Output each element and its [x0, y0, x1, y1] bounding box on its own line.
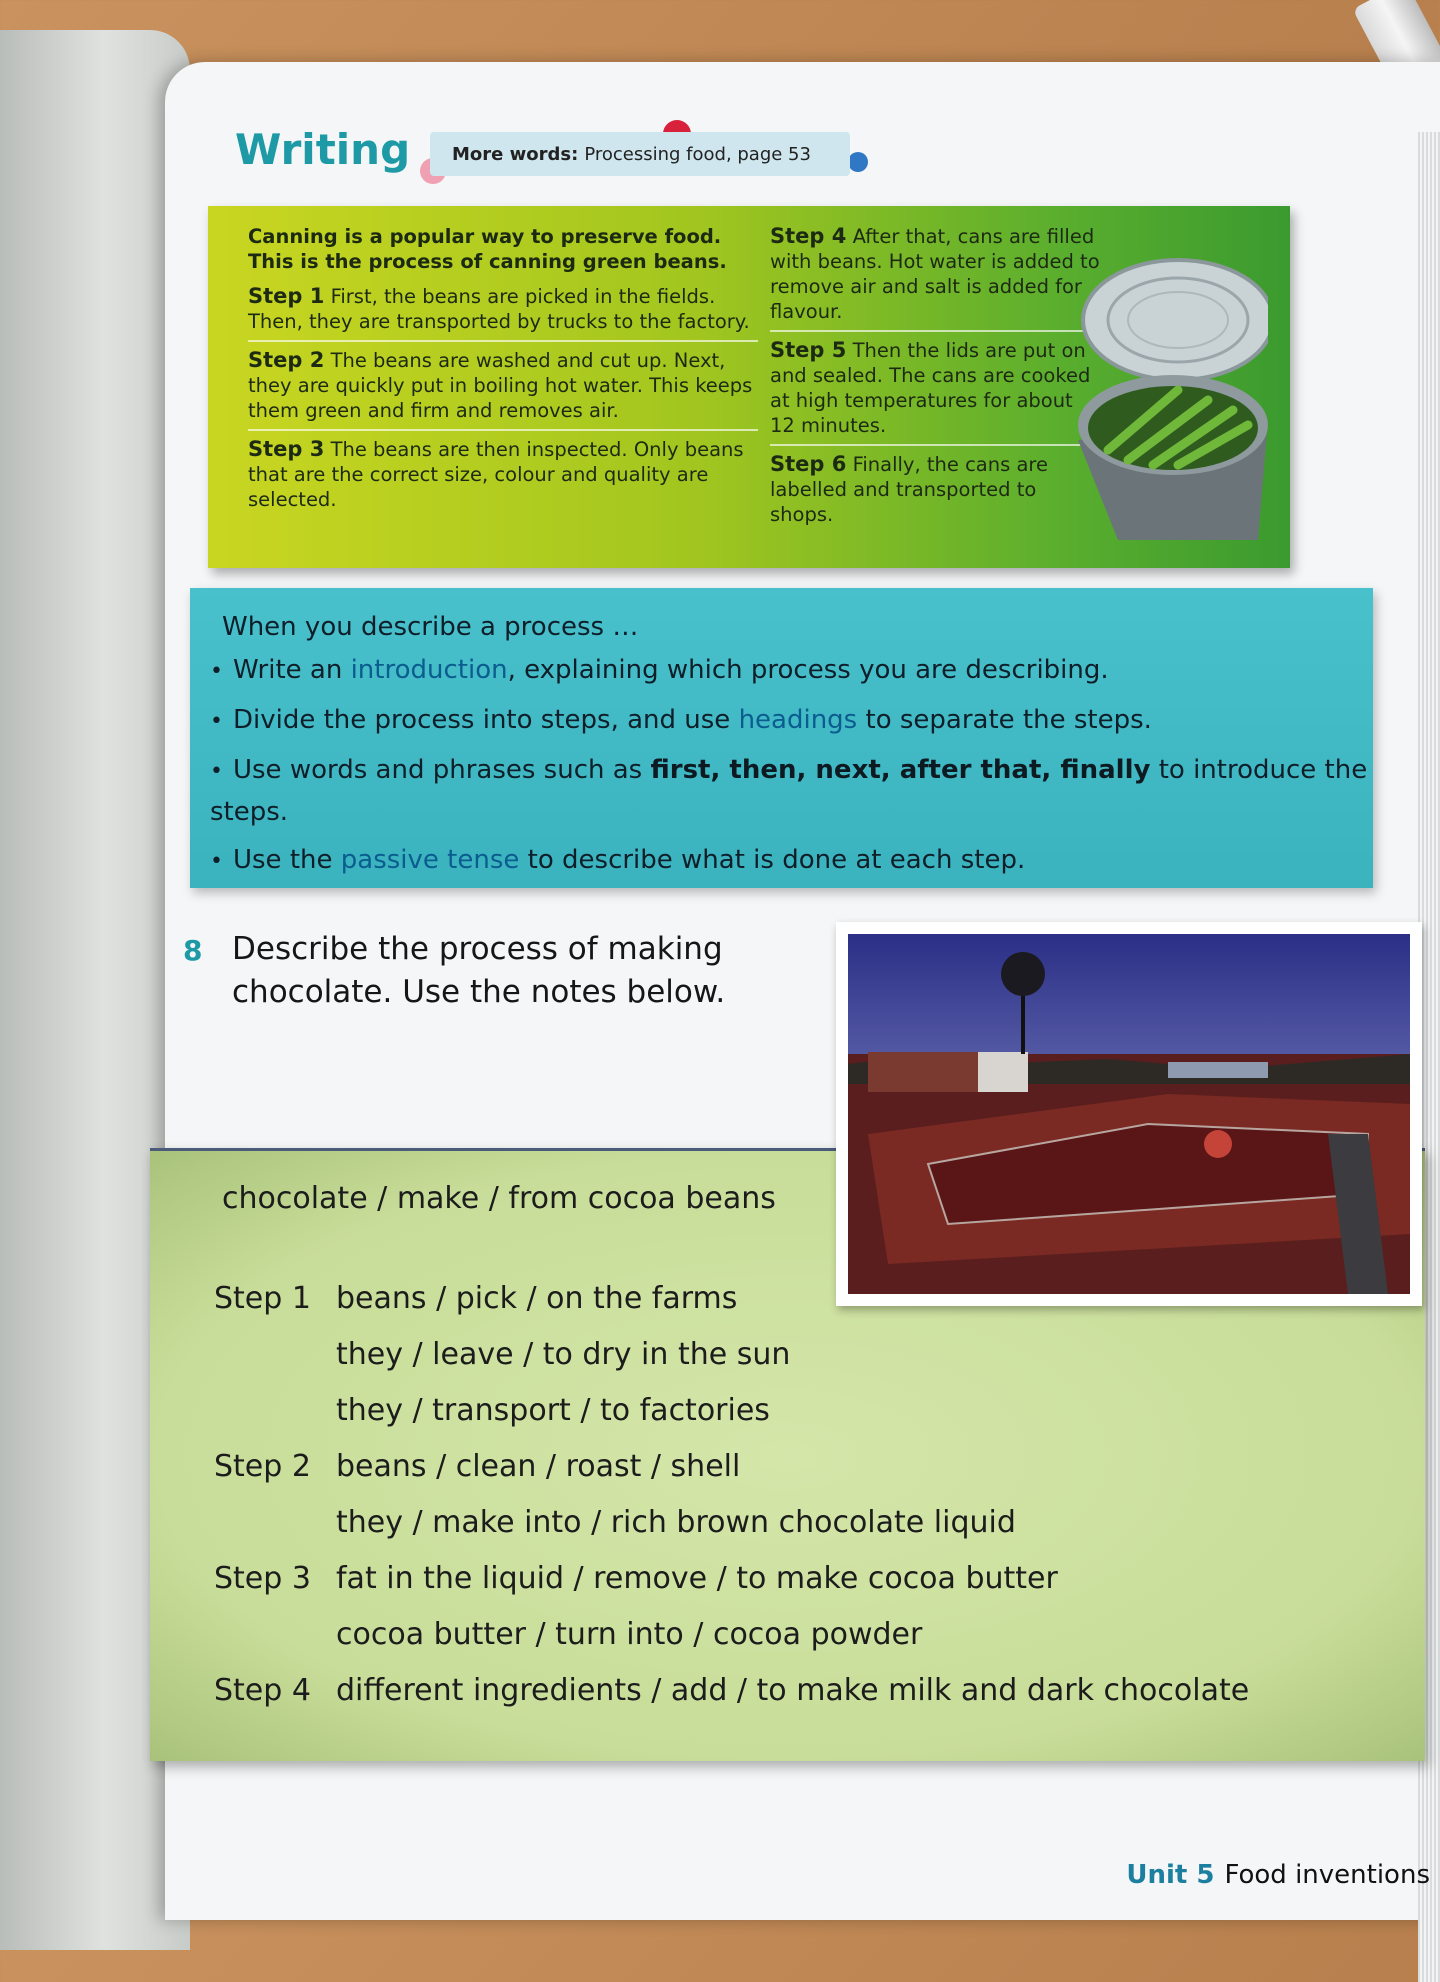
canning-model-text	[208, 206, 1290, 568]
more-words-reference: Processing food, page 53	[584, 143, 811, 165]
step-text: Finally, the cans are labelled and transported to shops.	[770, 453, 1048, 526]
note-text: fat in the liquid / remove / to make cocoa butter	[336, 1561, 1058, 1596]
bullet-icon: •	[210, 709, 223, 734]
unit-number: Unit 5	[1126, 1860, 1215, 1890]
step-text: After that, cans are filled with beans. Hot water is added to remove air and salt is added for flavour.	[770, 225, 1100, 323]
green-beans-can-image	[1058, 250, 1268, 550]
tip-text: to describe what is done at each step.	[519, 845, 1026, 875]
step-label: Step 5	[770, 338, 847, 362]
tip-text: Use the	[232, 845, 341, 875]
canning-right-column	[770, 224, 1100, 539]
note-text: cocoa butter / turn into / cocoa powder	[336, 1617, 923, 1652]
tip-item	[210, 700, 1373, 742]
step-label: Step 6	[770, 452, 847, 476]
more-words-label: More words:	[452, 143, 579, 165]
bullet-icon: •	[210, 659, 223, 684]
exercise-instruction: Describe the process of making chocolate. Use the notes below.	[232, 931, 726, 1010]
tip-item	[210, 650, 1373, 692]
step-label: Step 4	[770, 224, 847, 248]
tip-highlight: introduction	[350, 655, 508, 685]
bullet-icon: •	[210, 849, 223, 874]
note-text: beans / clean / roast / shell	[336, 1449, 741, 1484]
canning-step	[248, 437, 758, 518]
note-step-label: Step 4	[214, 1673, 311, 1708]
step-text: Then the lids are put on and sealed. The cans are cooked at high temperatures for about 12 minutes.	[770, 339, 1091, 437]
canning-step	[248, 348, 758, 431]
canning-step	[770, 338, 1100, 446]
writing-tips-box	[190, 588, 1373, 888]
note-text: they / leave / to dry in the sun	[336, 1337, 791, 1372]
notes-title: chocolate / make / from cocoa beans	[222, 1181, 776, 1216]
tip-text: Divide the process into steps, and use	[232, 705, 739, 735]
note-text: they / make into / rich brown chocolate liquid	[336, 1505, 1016, 1540]
tip-item	[210, 750, 1373, 832]
step-text: The beans are then inspected. Only beans that are the correct size, colour and quality are selected.	[248, 438, 744, 511]
tip-text: Use words and phrases such as	[232, 755, 651, 785]
tip-item	[210, 840, 1373, 882]
unit-title: Food inventions	[1224, 1860, 1430, 1890]
exercise-number: 8	[183, 934, 203, 967]
page-footer	[1126, 1860, 1430, 1890]
note-step-label: Step 3	[214, 1561, 311, 1596]
step-label: Step 1	[248, 284, 325, 308]
tip-text: to separate the steps.	[857, 705, 1152, 735]
step-label: Step 3	[248, 437, 325, 461]
canning-step	[248, 284, 758, 342]
tips-list	[210, 650, 1373, 890]
step-text: First, the beans are picked in the fields. Then, they are transported by trucks to the factory.	[248, 285, 750, 333]
step-text: The beans are washed and cut up. Next, they are quickly put in boiling hot water. This keeps them green and firm and removes air.	[248, 349, 753, 422]
tip-highlight: headings	[738, 705, 858, 735]
tip-text: Write an	[232, 655, 351, 685]
tip-highlight: passive tense	[340, 845, 520, 875]
tip-text: to introduce the steps.	[210, 755, 1368, 827]
note-step-label: Step 2	[214, 1449, 311, 1484]
canning-step	[770, 452, 1100, 533]
tips-heading: When you describe a process …	[222, 612, 639, 642]
note-text: beans / pick / on the farms	[336, 1281, 738, 1316]
tip-bold: first, then, next, after that, finally	[650, 755, 1151, 785]
bullet-icon: •	[210, 759, 223, 784]
section-title: Writing	[235, 125, 411, 174]
cocoa-drying-image	[848, 934, 1410, 1294]
note-text: they / transport / to factories	[336, 1393, 770, 1428]
tip-text: , explaining which process you are describing.	[507, 655, 1109, 685]
step-label: Step 2	[248, 348, 325, 372]
note-step-label: Step 1	[214, 1281, 311, 1316]
canning-left-column	[248, 224, 758, 524]
cocoa-drying-photo	[836, 922, 1422, 1306]
more-words-banner	[430, 132, 850, 176]
canning-intro: Canning is a popular way to preserve food. This is the process of canning green beans.	[248, 225, 727, 273]
blue-dot-decoration	[848, 152, 868, 172]
note-text: different ingredients / add / to make milk and dark chocolate	[336, 1673, 1250, 1708]
canning-step	[770, 224, 1100, 332]
